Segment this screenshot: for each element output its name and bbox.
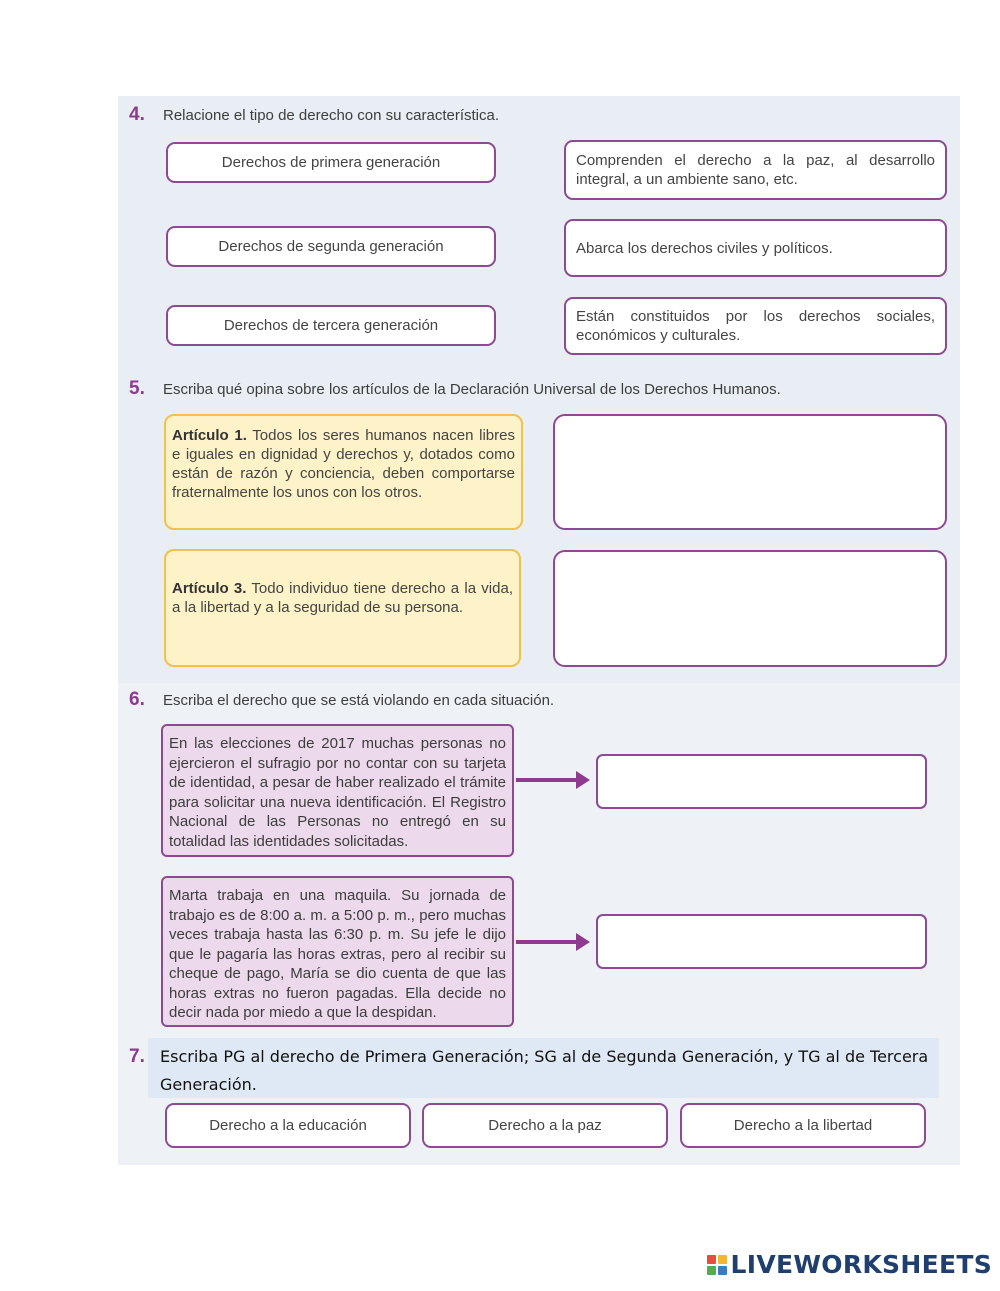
situation-2-answer-box[interactable]	[596, 914, 927, 969]
situation-2-card: Marta trabaja en una maquila. Su jornada de trabajo es de 8:00 a. m. a 5:00 p. m., pero muchas veces trabaja hasta las 6:30 p. m. Su jefe le dijo que le pagaría las horas extras, pero al recibir su cheque de pago, María se dio cuenta de que las horas extras no fueron pagadas. Ella decide no decir nada por miedo a que la despidan.	[161, 876, 514, 1027]
q4-right-item-2[interactable]	[564, 219, 947, 277]
situation-1-card: En las elecciones de 2017 muchas personas no ejercieron el sufragio por no contar con su tarjeta de identidad, a pesar de haber realizado el trámite para solicitar una nueva identificación. El Registro Nacional de las Personas no entregó en su totalidad las identidades solicitadas.	[161, 724, 514, 857]
logo-cubes-icon	[707, 1255, 727, 1275]
article-3-answer-box[interactable]	[553, 550, 947, 667]
article-3-text: Todo individuo tiene derecho a la vida, a la libertad y a la seguridad de su persona.	[172, 580, 513, 616]
q5-prompt: Escriba qué opina sobre los artículos de la Declaración Universal de los Derechos Humanos.	[163, 381, 781, 398]
q4-number: 4.	[129, 104, 145, 125]
q7-item-education[interactable]: Derecho a la educación	[165, 1103, 411, 1148]
logo-cube-4	[718, 1266, 727, 1275]
q6-prompt: Escriba el derecho que se está violando en cada situación.	[163, 692, 555, 709]
q4-right-item-3[interactable]	[564, 297, 947, 355]
q6-number: 6.	[129, 689, 145, 710]
situation-1-answer-box[interactable]	[596, 754, 927, 809]
q7-number: 7.	[129, 1046, 145, 1067]
q4-right-text-1: Comprenden el derecho a la paz, al desarrollo integral, a un ambiente sano, etc.	[576, 152, 935, 188]
article-1-card	[164, 414, 523, 530]
q7-item-peace[interactable]: Derecho a la paz	[422, 1103, 668, 1148]
article-1-text: Todos los seres humanos nacen libres e iguales en dignidad y derechos y, dotados como están de razón y conciencia, deben comportarse fraternalmente los unos con los otros.	[172, 427, 515, 501]
q4-left-item-1[interactable]: Derechos de primera generación	[166, 142, 496, 183]
article-1-title: Artículo 1.	[172, 427, 247, 444]
q4-prompt: Relacione el tipo de derecho con su característica.	[163, 107, 500, 124]
q4-right-text-3: Están constituidos por los derechos sociales, económicos y culturales.	[576, 308, 935, 344]
logo-cube-1	[707, 1255, 716, 1264]
q4-left-item-3[interactable]: Derechos de tercera generación	[166, 305, 496, 346]
q7-prompt: Escriba PG al derecho de Primera Generación; SG al de Segunda Generación, y TG al de Tercera Generación.	[160, 1047, 929, 1094]
logo-cube-2	[718, 1255, 727, 1264]
logo-cube-3	[707, 1266, 716, 1275]
article-3-card	[164, 549, 521, 667]
brand-name: LIVEWORKSHEETS	[730, 1250, 992, 1279]
liveworksheets-logo[interactable]	[707, 1250, 992, 1279]
situation-2-arrow	[516, 940, 578, 944]
q4-right-text-2: Abarca los derechos civiles y políticos.	[576, 239, 833, 257]
article-1-answer-box[interactable]	[553, 414, 947, 530]
article-3-title: Artículo 3.	[172, 580, 247, 597]
q4-left-item-2[interactable]: Derechos de segunda generación	[166, 226, 496, 267]
q7-item-liberty[interactable]: Derecho a la libertad	[680, 1103, 926, 1148]
q4-right-item-1[interactable]	[564, 140, 947, 200]
situation-1-arrow	[516, 778, 578, 782]
q5-number: 5.	[129, 378, 145, 399]
